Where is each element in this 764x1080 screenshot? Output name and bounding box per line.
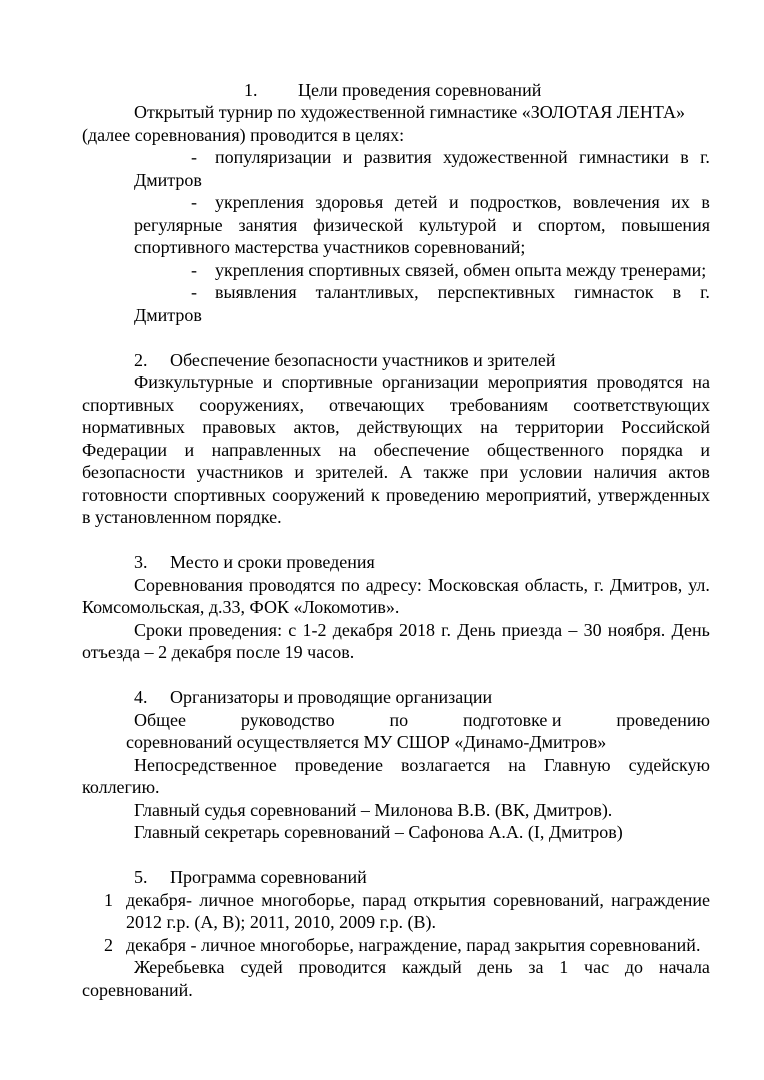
word: А <box>399 462 413 482</box>
word: Сроки <box>134 620 183 640</box>
word: 2018 <box>398 620 435 640</box>
word: и <box>294 462 305 482</box>
bullet-dash: - <box>191 282 197 302</box>
program-item-line: декабря - личное многоборье, награждение, парад закрытия соревнований. <box>126 935 701 955</box>
word: на <box>338 440 357 460</box>
word: каждый <box>401 957 462 977</box>
word: проведение <box>294 755 383 775</box>
word: Соревнования <box>134 575 243 595</box>
word: – <box>568 620 578 640</box>
word: организации <box>381 372 479 392</box>
word: приезда <box>501 620 563 640</box>
word: ул. <box>688 575 710 595</box>
word: проведению <box>386 485 480 505</box>
bullet-line: укрепления спортивных связей, обмен опыта между тренерами; <box>215 260 707 280</box>
word: укрепления <box>215 192 304 212</box>
word: парад <box>362 890 407 910</box>
word: судей <box>240 957 283 977</box>
word: отвечающих <box>329 395 425 415</box>
word: гимнастики <box>579 147 669 167</box>
word: обеспечение <box>373 440 470 460</box>
section-5-title: 5. Программа соревнований <box>134 867 367 887</box>
section-3-line: отъезда – 2 декабря после 19 часов. <box>82 642 355 662</box>
word: физической <box>313 215 404 235</box>
word: действующих <box>357 417 463 437</box>
word: по <box>341 575 360 595</box>
word: г. <box>700 282 710 302</box>
section-4-line: Главный секретарь соревнований – Сафонова А.А. (I, Дмитров) <box>134 822 623 842</box>
word: мероприятия <box>487 372 588 392</box>
section-4-line: соревнований осуществляется МУ СШОР «Динамо-Дмитров» <box>126 732 607 752</box>
word: многоборье, <box>261 890 356 910</box>
word: День <box>671 620 710 640</box>
word: и <box>262 372 273 392</box>
section-2-line <box>82 394 710 417</box>
word: порядка <box>621 440 683 460</box>
word: требованиям <box>449 395 549 415</box>
word: Федерации <box>82 440 168 460</box>
word: Дмитров, <box>609 575 683 595</box>
word: г. <box>594 575 604 595</box>
word: и <box>184 440 195 460</box>
word: культурой <box>419 215 497 235</box>
word: на <box>508 755 526 775</box>
word: актов, <box>293 417 340 437</box>
word: проводятся <box>248 575 336 595</box>
word: также <box>423 462 469 482</box>
word: г. <box>700 147 710 167</box>
word: вовлечения <box>573 192 660 212</box>
section-1-paragraph-line: Открытый турнир по художественной гимнастике «ЗОЛОТАЯ ЛЕНТА» <box>134 102 686 122</box>
word: гимнасток <box>574 282 654 302</box>
word: развития <box>363 147 432 167</box>
word: проводится <box>298 957 387 977</box>
word: спортивные <box>281 372 373 392</box>
word: 30 <box>583 620 602 640</box>
word: открытия <box>413 890 486 910</box>
bullet-line-justified <box>215 281 710 304</box>
section-4-line <box>134 709 710 732</box>
word: спортивных <box>82 395 175 415</box>
word: перспективных <box>437 282 556 302</box>
word: спортом, <box>537 215 606 235</box>
word: правовых <box>202 417 277 437</box>
section-1-title: Цели проведения соревнований <box>298 80 542 100</box>
word: художественной <box>443 147 568 167</box>
word: к <box>370 485 380 505</box>
word: Общее <box>134 710 186 730</box>
bullet-line-justified <box>215 146 710 169</box>
word: час <box>584 957 610 977</box>
word: территории <box>515 417 604 437</box>
word: их <box>671 192 690 212</box>
word: и <box>700 440 710 460</box>
bullet-line: Дмитров <box>134 170 202 190</box>
word: популяризации <box>215 147 332 167</box>
word: общественного <box>486 440 604 460</box>
section-2-line <box>82 416 710 439</box>
word: наличия <box>593 462 657 482</box>
bullet-line-justified <box>134 214 710 237</box>
word: начала <box>658 957 710 977</box>
section-1-paragraph-line: (далее соревнования) проводится в целях: <box>82 125 405 145</box>
word: с <box>288 620 297 640</box>
word: 1-2 <box>302 620 327 640</box>
word: утвержденных <box>597 485 710 505</box>
word: за <box>528 957 544 977</box>
word: спортивных <box>173 485 266 505</box>
word: выявления <box>215 282 297 302</box>
word: подготовке и <box>462 710 562 730</box>
bullet-dash: - <box>191 147 197 167</box>
section-4-title: 4. Организаторы и проводящие организации <box>134 687 493 707</box>
section-2-line <box>82 484 710 507</box>
word: на <box>692 372 710 392</box>
word: руководство <box>240 710 335 730</box>
word: готовности <box>82 485 168 505</box>
section-1-number: 1. <box>244 80 258 100</box>
word: проведения: <box>188 620 283 640</box>
section-2-line: в установленном порядке. <box>82 507 282 527</box>
program-item-line: 2012 г.р. (А, В); 2011, 2010, 2009 г.р. (В). <box>126 912 437 932</box>
word: в <box>680 147 689 167</box>
word: область, <box>524 575 589 595</box>
section-5-line <box>134 956 710 979</box>
word: на <box>480 417 498 437</box>
word: и <box>342 147 353 167</box>
word: Жеребьевка <box>134 957 225 977</box>
word: детей <box>394 192 438 212</box>
word: личное <box>199 890 254 910</box>
word: проведению <box>616 710 710 730</box>
word: соревнований, <box>493 890 604 910</box>
word: подростков, <box>470 192 562 212</box>
word: нормативных <box>82 417 185 437</box>
word: Главную <box>543 755 611 775</box>
word: занятия <box>238 215 298 235</box>
word: судейскую <box>628 755 710 775</box>
word: Физкультурные <box>134 372 254 392</box>
section-2-line <box>82 439 710 462</box>
word: Московская <box>427 575 519 595</box>
word: декабря <box>332 620 393 640</box>
word: направленных <box>211 440 322 460</box>
bullet-line: Дмитров <box>134 305 202 325</box>
word: сооружений <box>272 485 365 505</box>
word: в <box>672 282 682 302</box>
word: до <box>624 957 644 977</box>
program-item-number: 2 <box>104 935 113 955</box>
bullet-line: спортивного мастерства участников соревнований; <box>134 237 526 257</box>
word: безопасности <box>82 462 186 482</box>
section-3-title: 3. Место и сроки проведения <box>134 552 375 572</box>
section-3-line: Комсомольская, д.33, ФОК «Локомотив». <box>82 597 400 617</box>
program-item-number: 1 <box>104 890 113 910</box>
word: талантливых, <box>315 282 419 302</box>
word: декабря- <box>126 890 193 910</box>
section-3-line <box>134 574 710 597</box>
word: 1 <box>559 957 569 977</box>
section-2-title: 2. Обеспечение безопасности участников и зрителей <box>134 350 556 370</box>
word: награждение <box>611 890 710 910</box>
word: г. <box>441 620 451 640</box>
section-2-line <box>134 371 710 394</box>
section-5-line: соревнований. <box>82 980 193 1000</box>
section-4-line: Главный судья соревнований – Милонова В.В. (ВК, Дмитров). <box>134 800 613 820</box>
word: ноября. <box>607 620 666 640</box>
section-4-line: коллегию. <box>82 777 160 797</box>
section-3-line <box>134 619 710 642</box>
bullet-line-justified <box>215 191 710 214</box>
word: возлагается <box>401 755 491 775</box>
bullet-dash: - <box>191 192 197 212</box>
word: актов <box>668 462 710 482</box>
program-item-line <box>126 889 710 912</box>
word: в <box>701 192 710 212</box>
word: проводятся <box>596 372 684 392</box>
word: сооружениях, <box>199 395 304 415</box>
word: адресу: <box>365 575 422 595</box>
word: по <box>389 710 409 730</box>
word: соответствующих <box>573 395 710 415</box>
word: зрителей. <box>315 462 389 482</box>
bullet-dash: - <box>191 260 197 280</box>
word: условии <box>519 462 583 482</box>
word: мероприятий, <box>485 485 592 505</box>
section-2-line <box>82 461 710 484</box>
word: здоровья <box>315 192 384 212</box>
word: участников <box>196 462 284 482</box>
word: Непосредственное <box>134 755 277 775</box>
word: Российской <box>621 417 710 437</box>
word: день <box>477 957 513 977</box>
word: повышения <box>621 215 710 235</box>
word: День <box>457 620 496 640</box>
word: и <box>448 192 459 212</box>
word: и <box>512 215 523 235</box>
word: при <box>479 462 509 482</box>
section-4-line <box>134 754 710 777</box>
word: регулярные <box>134 215 223 235</box>
